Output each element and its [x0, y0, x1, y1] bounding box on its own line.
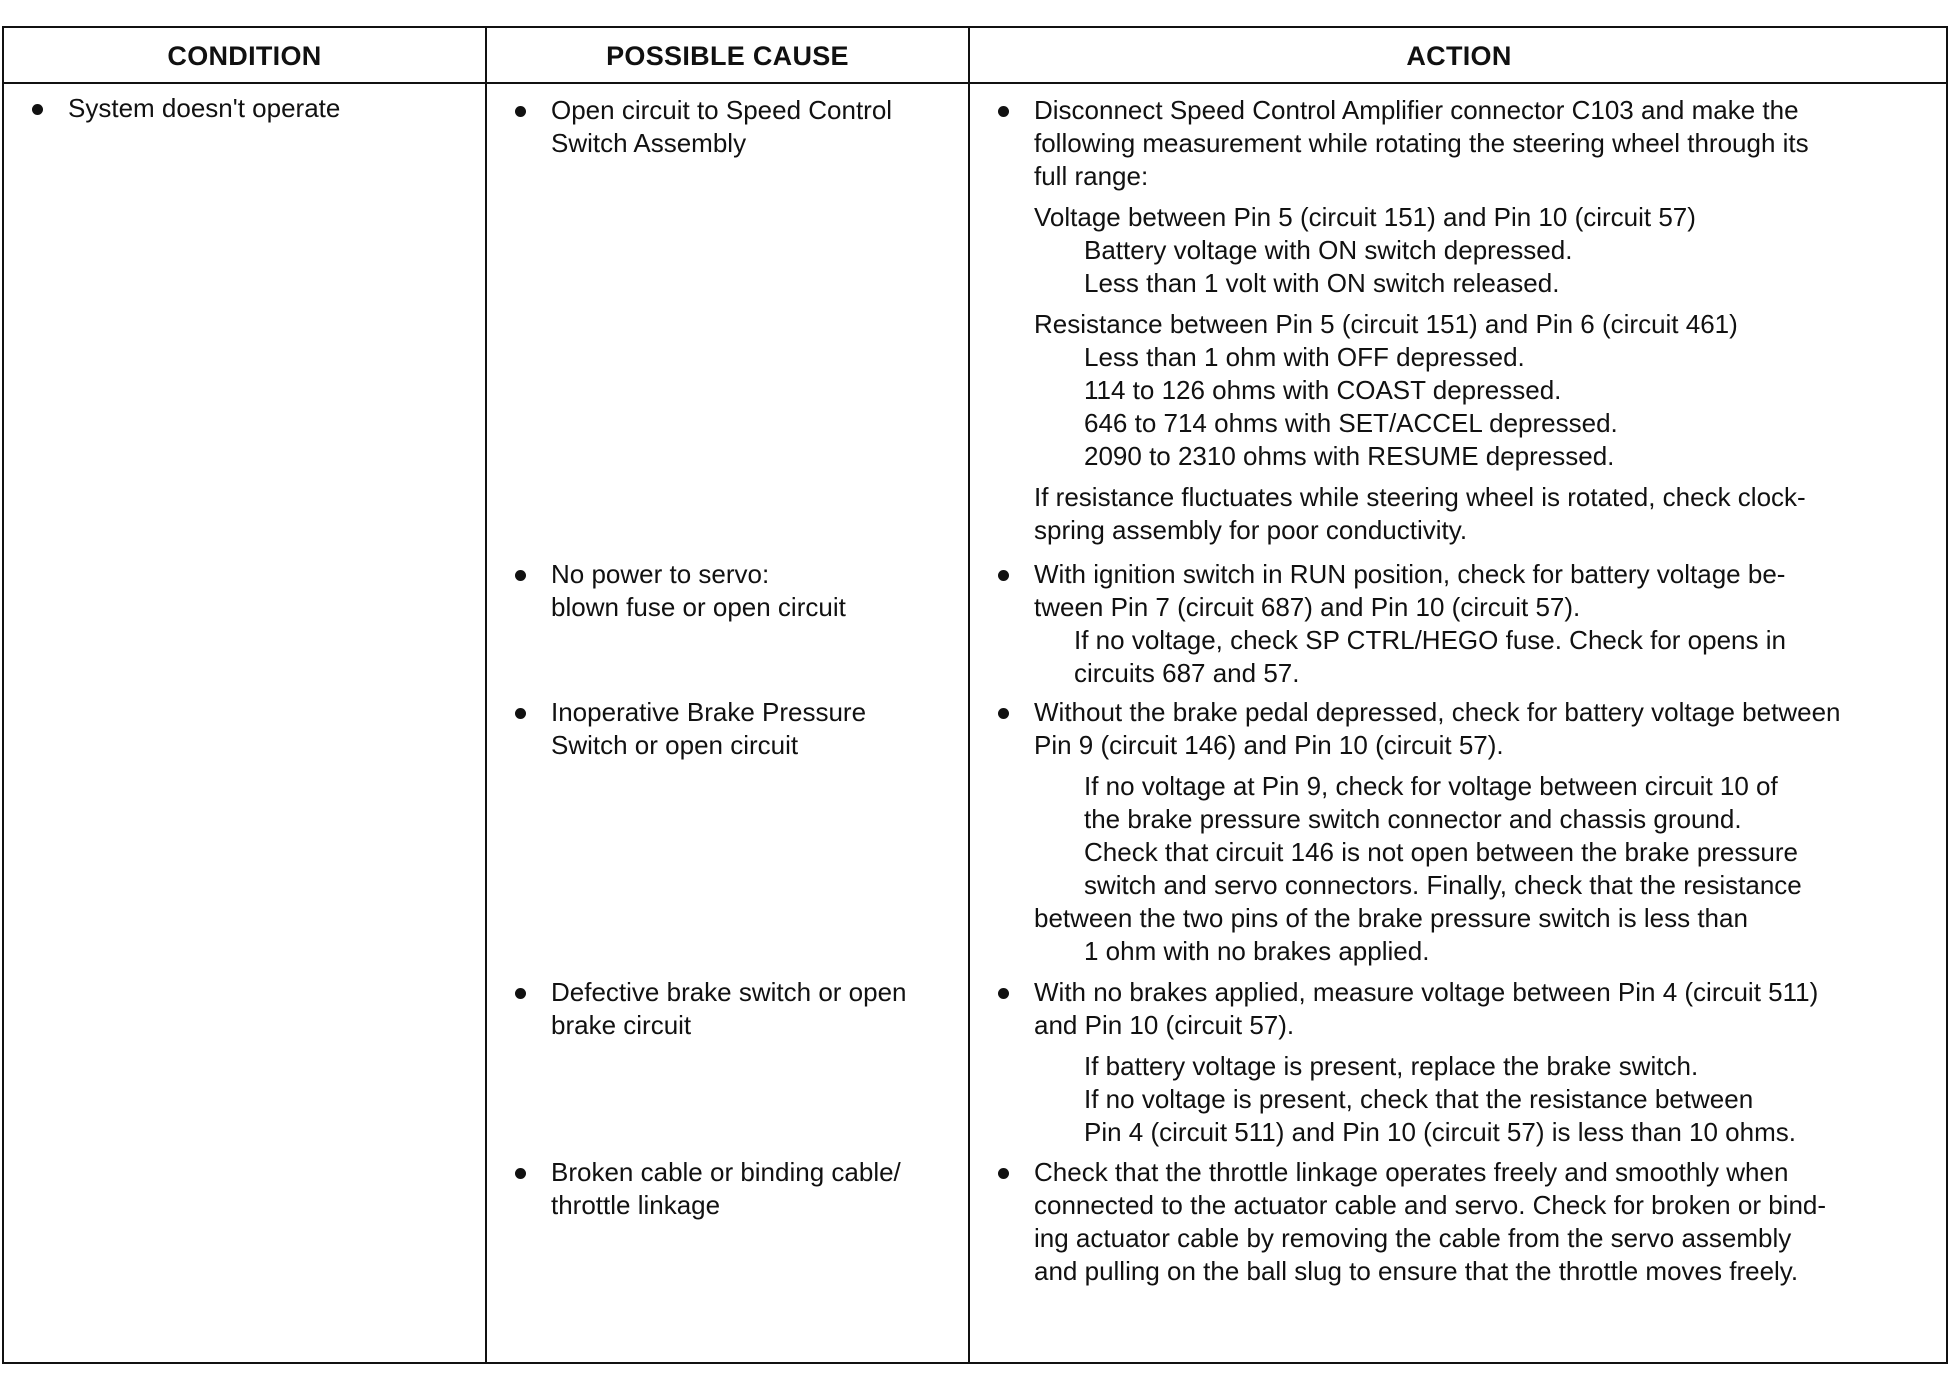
- bullet-icon: [515, 708, 526, 719]
- action-note: If resistance fluctuates while steering wheel is rotated, check clock-: [1034, 482, 1806, 512]
- header-action: ACTION: [1406, 40, 1512, 71]
- header-condition: CONDITION: [167, 40, 322, 71]
- action-tail-sub: 1 ohm with no brakes applied.: [1084, 936, 1430, 966]
- action-sub-line: If no voltage at Pin 9, check for voltage between circuit 10 of: [1084, 771, 1778, 801]
- action-line: Check that the throttle linkage operates freely and smoothly when: [1034, 1157, 1789, 1187]
- action-sub-line: If no voltage, check SP CTRL/HEGO fuse. Check for opens in: [1074, 625, 1786, 655]
- action-line: ing actuator cable by removing the cable from the servo assembly: [1034, 1223, 1792, 1253]
- bullet-icon: [998, 708, 1009, 719]
- action-sub-line: the brake pressure switch connector and chassis ground.: [1084, 804, 1742, 834]
- cause-line: Defective brake switch or open: [551, 977, 907, 1007]
- column-divider-2: [968, 28, 970, 1362]
- bullet-icon: [998, 106, 1009, 117]
- cause-line: Open circuit to Speed Control: [551, 95, 893, 125]
- action-line: and pulling on the ball slug to ensure that the throttle moves freely.: [1034, 1256, 1799, 1286]
- action-line: Pin 9 (circuit 146) and Pin 10 (circuit 57).: [1034, 730, 1504, 760]
- cause-line: Switch or open circuit: [551, 730, 799, 760]
- action-line: tween Pin 7 (circuit 687) and Pin 10 (circuit 57).: [1034, 592, 1581, 622]
- action-line: following measurement while rotating the steering wheel through its: [1034, 128, 1809, 158]
- cause-1: [495, 94, 965, 160]
- resistance-line: 2090 to 2310 ohms with RESUME depressed.: [1084, 441, 1615, 471]
- action-3: [978, 696, 1946, 968]
- resistance-line: 646 to 714 ohms with SET/ACCEL depressed.: [1084, 408, 1618, 438]
- cause-5: [495, 1156, 965, 1222]
- action-2: [978, 558, 1946, 690]
- troubleshooting-table: [2, 26, 1948, 1364]
- header-possible-cause: POSSIBLE CAUSE: [606, 40, 849, 71]
- cause-line: Switch Assembly: [551, 128, 747, 158]
- cause-3: [495, 696, 965, 762]
- bullet-icon: [515, 1168, 526, 1179]
- condition-text: System doesn't operate: [68, 93, 341, 123]
- column-divider-1: [485, 28, 487, 1362]
- action-5: [978, 1156, 1946, 1288]
- cause-line: brake circuit: [551, 1010, 692, 1040]
- bullet-icon: [515, 106, 526, 117]
- condition-cell: [12, 92, 482, 125]
- action-line: full range:: [1034, 161, 1149, 191]
- bullet-icon: [998, 1168, 1009, 1179]
- action-line: and Pin 10 (circuit 57).: [1034, 1010, 1295, 1040]
- action-sub-line: If battery voltage is present, replace the brake switch.: [1084, 1051, 1699, 1081]
- cause-line: No power to servo:: [551, 559, 770, 589]
- action-line: connected to the actuator cable and servo. Check for broken or bind-: [1034, 1190, 1827, 1220]
- action-sub-line: switch and servo connectors. Finally, check that the resistance: [1084, 870, 1802, 900]
- action-line: Without the brake pedal depressed, check for battery voltage between: [1034, 697, 1841, 727]
- action-line: With no brakes applied, measure voltage between Pin 4 (circuit 511): [1034, 977, 1819, 1007]
- voltage-heading: Voltage between Pin 5 (circuit 151) and Pin 10 (circuit 57): [1034, 202, 1696, 232]
- resistance-line: 114 to 126 ohms with COAST depressed.: [1084, 375, 1562, 405]
- cause-2: [495, 558, 965, 624]
- cause-line: Inoperative Brake Pressure: [551, 697, 867, 727]
- condition-item: [12, 92, 482, 125]
- voltage-line: Battery voltage with ON switch depressed.: [1084, 235, 1573, 265]
- bullet-icon: [998, 988, 1009, 999]
- action-1: [978, 94, 1946, 547]
- bullet-icon: [515, 570, 526, 581]
- resistance-heading: Resistance between Pin 5 (circuit 151) and Pin 6 (circuit 461): [1034, 309, 1738, 339]
- action-sub-line: Check that circuit 146 is not open between the brake pressure: [1084, 837, 1798, 867]
- action-line: With ignition switch in RUN position, check for battery voltage be-: [1034, 559, 1786, 589]
- bullet-icon: [32, 104, 43, 115]
- cause-line: throttle linkage: [551, 1190, 721, 1220]
- action-sub-line: circuits 687 and 57.: [1074, 658, 1300, 688]
- bullet-icon: [515, 988, 526, 999]
- bullet-icon: [998, 570, 1009, 581]
- voltage-line: Less than 1 volt with ON switch released.: [1084, 268, 1560, 298]
- action-sub-line: Pin 4 (circuit 511) and Pin 10 (circuit 57) is less than 10 ohms.: [1084, 1117, 1796, 1147]
- action-sub-line: If no voltage is present, check that the resistance between: [1084, 1084, 1754, 1114]
- action-tail: between the two pins of the brake pressure switch is less than: [1034, 903, 1748, 933]
- cause-4: [495, 976, 965, 1042]
- action-note: spring assembly for poor conductivity.: [1034, 515, 1468, 545]
- action-line: Disconnect Speed Control Amplifier connector C103 and make the: [1034, 95, 1799, 125]
- cause-line: blown fuse or open circuit: [551, 592, 846, 622]
- resistance-line: Less than 1 ohm with OFF depressed.: [1084, 342, 1525, 372]
- action-4: [978, 976, 1946, 1149]
- cause-line: Broken cable or binding cable/: [551, 1157, 901, 1187]
